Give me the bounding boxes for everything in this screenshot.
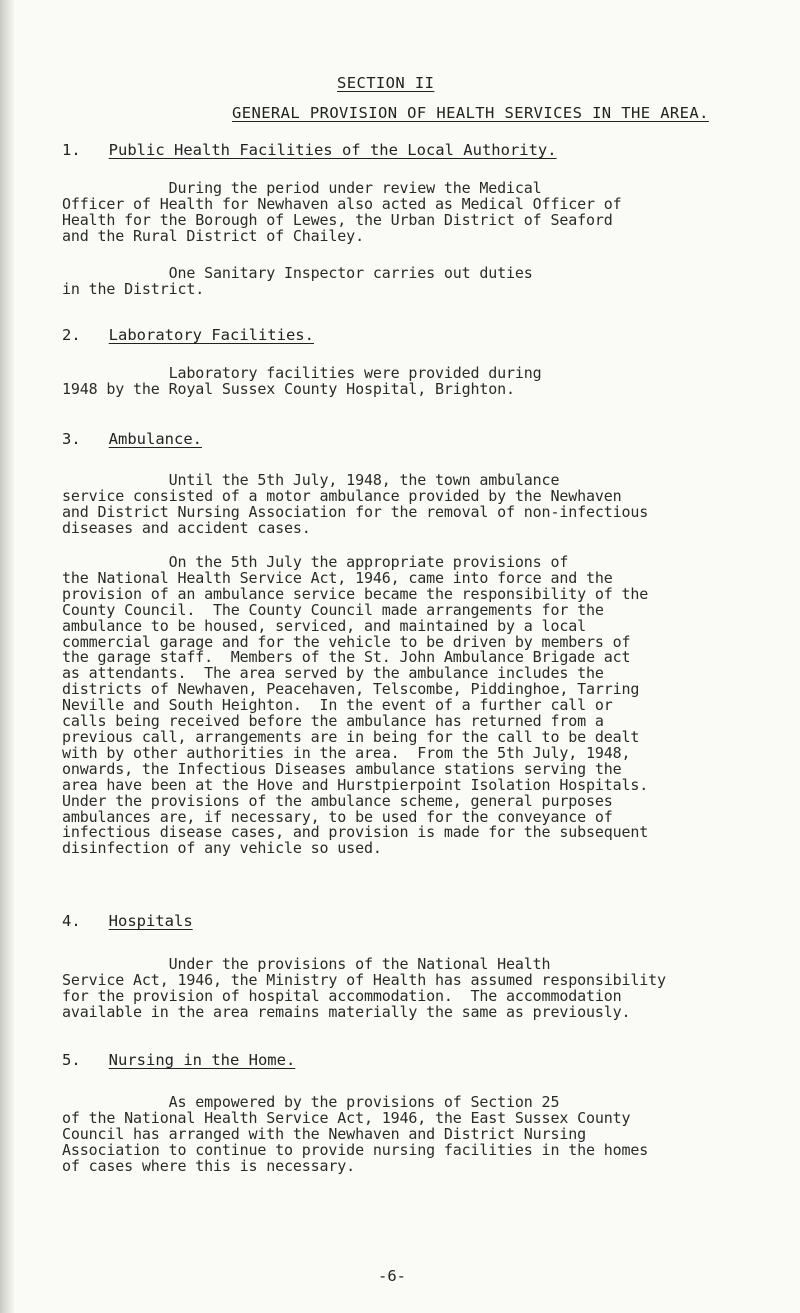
section-4-title: Hospitals <box>108 912 193 930</box>
text-line: infectious disease cases, and provision is made for the subsequent <box>62 823 649 842</box>
text-line: Laboratory facilities were provided during <box>62 364 542 382</box>
text-line: onwards, the Infectious Diseases ambulance stations serving the <box>62 759 622 778</box>
text-line: and the Rural District of Chailey. <box>62 226 364 245</box>
text-line: diseases and accident cases. <box>62 518 311 537</box>
section-4-heading <box>62 912 193 930</box>
document-title: GENERAL PROVISION OF HEALTH SERVICES IN THE AREA. <box>232 104 709 122</box>
text-line: for the provision of hospital accommodation. The accommodation <box>62 986 622 1005</box>
text-line: As empowered by the provisions of Section 25 <box>62 1093 560 1111</box>
text-line: One Sanitary Inspector carries out duties <box>62 264 533 282</box>
text-line: Association to continue to provide nursing facilities in the homes <box>62 1140 649 1159</box>
text-line: with by other authorities in the area. From the 5th July, 1948, <box>62 743 631 762</box>
section-2-number: 2. <box>62 326 81 344</box>
text-line: as attendants. The area served by the ambulance includes the <box>62 664 604 683</box>
text-line: Officer of Health for Newhaven also acted as Medical Officer of <box>62 194 622 213</box>
section-3-heading <box>62 430 202 448</box>
text-line: 1948 by the Royal Sussex County Hospital, Brighton. <box>62 379 515 398</box>
text-line: area have been at the Hove and Hurstpierpoint Isolation Hospitals. <box>62 775 649 794</box>
text-line: Health for the Borough of Lewes, the Urban District of Seaford <box>62 210 613 229</box>
text-line: Under the provisions of the ambulance scheme, general purposes <box>62 791 613 810</box>
text-line: ambulances are, if necessary, to be used for the conveyance of <box>62 807 613 826</box>
page-scan-edge <box>0 0 14 1313</box>
section-3-paragraph-2 <box>62 555 648 857</box>
text-line: the National Health Service Act, 1946, came into force and the <box>62 568 613 587</box>
section-2-paragraph-1 <box>62 366 542 398</box>
section-4-paragraph-1 <box>62 957 666 1021</box>
section-4-number: 4. <box>62 912 81 930</box>
text-line: County Council. The County Council made arrangements for the <box>62 600 604 619</box>
text-line: calls being received before the ambulance has returned from a <box>62 712 604 731</box>
text-line: disinfection of any vehicle so used. <box>62 839 382 858</box>
text-line: During the period under review the Medical <box>62 179 542 197</box>
text-line: available in the area remains materially the same as previously. <box>62 1002 631 1021</box>
page-number: -6- <box>378 1267 406 1285</box>
section-2-title: Laboratory Facilities. <box>108 326 314 344</box>
section-label: SECTION II <box>337 74 435 92</box>
text-line: Council has arranged with the Newhaven and District Nursing <box>62 1124 586 1143</box>
text-line: Neville and South Heighton. In the event of a further call or <box>62 696 613 715</box>
section-3-title: Ambulance. <box>108 430 202 448</box>
text-line: ambulance to be housed, serviced, and maintained by a local <box>62 616 586 635</box>
text-line: commercial garage and for the vehicle to be driven by members of <box>62 632 631 651</box>
text-line: of cases where this is necessary. <box>62 1156 356 1175</box>
section-1-paragraph-2 <box>62 266 533 298</box>
text-line: provision of an ambulance service became the responsibility of the <box>62 584 649 603</box>
text-line: Service Act, 1946, the Ministry of Health has assumed responsibility <box>62 970 666 989</box>
section-1-number: 1. <box>62 141 81 159</box>
text-line: Under the provisions of the National Health <box>62 955 551 973</box>
text-line: On the 5th July the appropriate provisions of <box>62 553 569 571</box>
section-5-title: Nursing in the Home. <box>108 1051 296 1069</box>
section-3-paragraph-1 <box>62 473 648 537</box>
section-5-number: 5. <box>62 1051 81 1069</box>
text-line: in the District. <box>62 279 205 298</box>
text-line: service consisted of a motor ambulance provided by the Newhaven <box>62 486 622 505</box>
text-line: and District Nursing Association for the removal of non-infectious <box>62 502 649 521</box>
section-1-heading <box>62 141 557 159</box>
text-line: Until the 5th July, 1948, the town ambulance <box>62 471 560 489</box>
text-line: the garage staff. Members of the St. John Ambulance Brigade act <box>62 648 631 667</box>
section-1-paragraph-1 <box>62 181 622 245</box>
section-1-title: Public Health Facilities of the Local Authority. <box>108 141 557 159</box>
section-2-heading <box>62 326 314 344</box>
section-3-number: 3. <box>62 430 81 448</box>
text-line: of the National Health Service Act, 1946, the East Sussex County <box>62 1108 631 1127</box>
section-5-heading <box>62 1051 295 1069</box>
text-line: districts of Newhaven, Peacehaven, Telscombe, Piddinghoe, Tarring <box>62 680 640 699</box>
section-5-paragraph-1 <box>62 1095 648 1175</box>
text-line: previous call, arrangements are in being for the call to be dealt <box>62 727 640 746</box>
